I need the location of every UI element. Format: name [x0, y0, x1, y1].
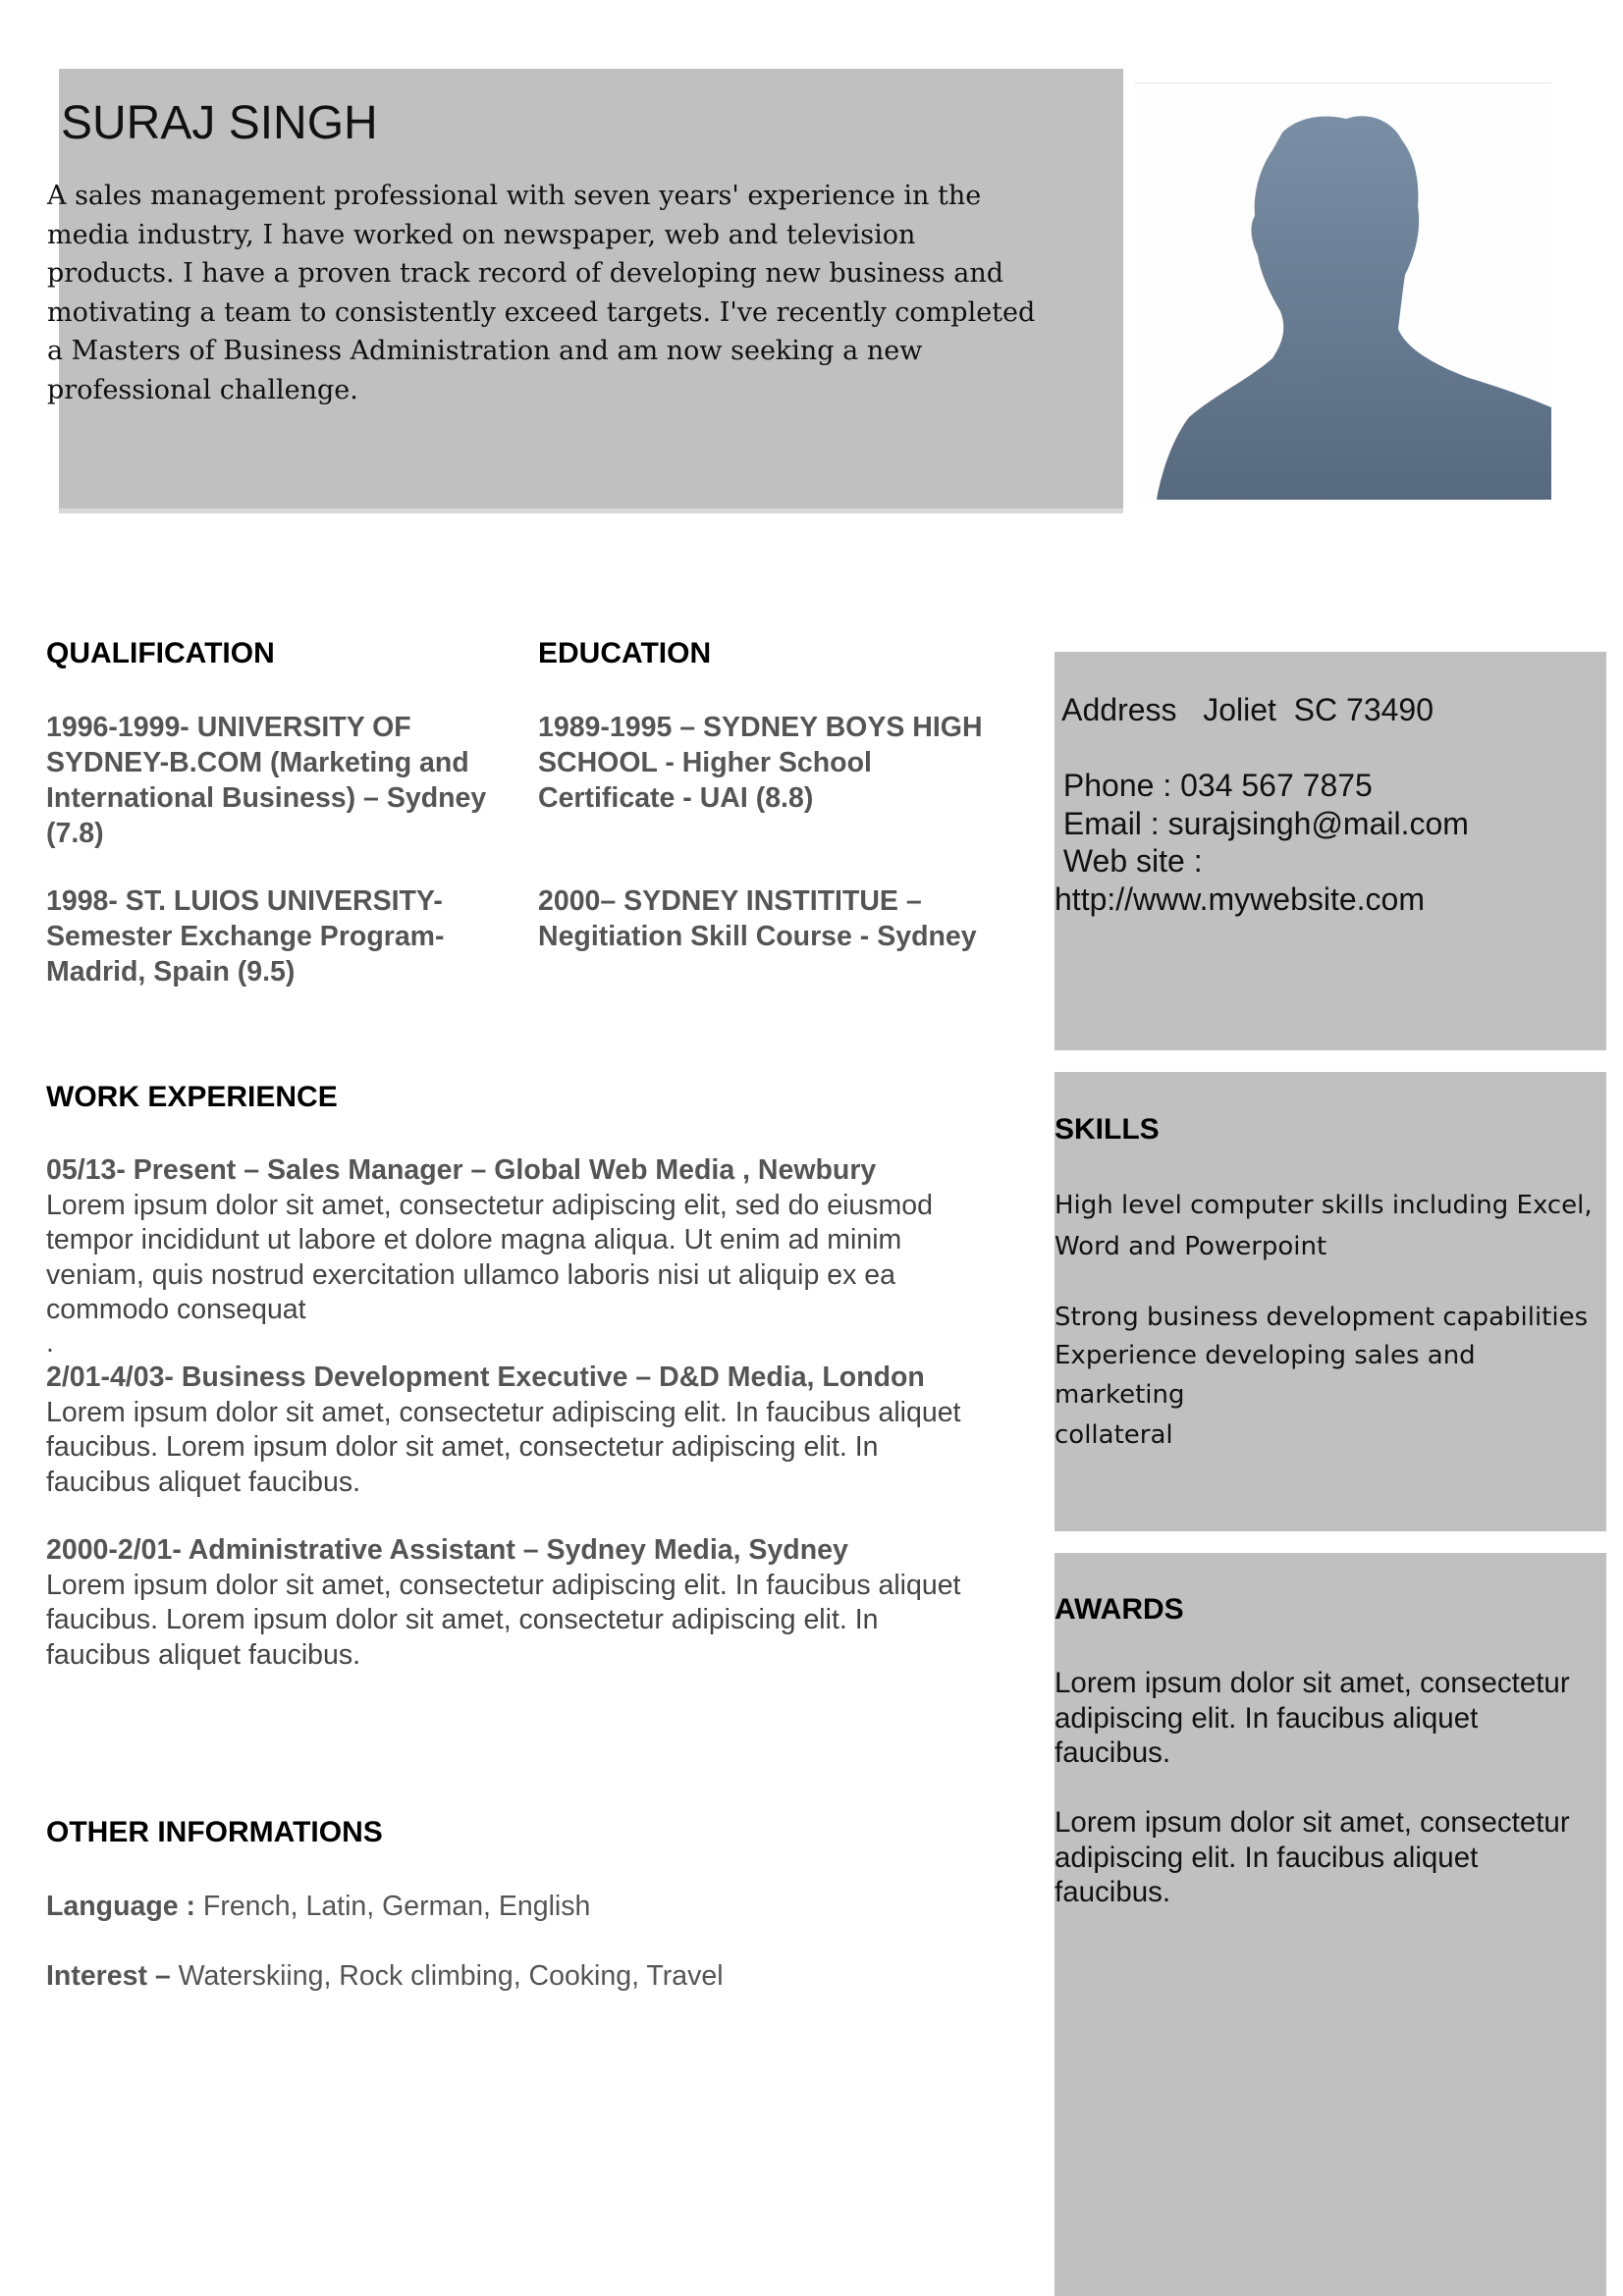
job-description-line: Lorem ipsum dolor sit amet, consectetur adipiscing elit. In faucibus aliquet	[46, 1569, 961, 1601]
qualification-line: International Business) – Sydney	[46, 782, 487, 814]
award-line: Lorem ipsum dolor sit amet, consectetur	[1055, 1806, 1570, 1839]
job-title: 2/01-4/03- Business Development Executive – D&D Media, London	[46, 1362, 925, 1393]
job-description-line: veniam, quis nostrud exercitation ullamco laboris nisi ut aliquip ex ea	[46, 1258, 895, 1291]
skills-heading: SKILLS	[1055, 1113, 1160, 1146]
skills-line: High level computer skills including Excel,	[1055, 1191, 1593, 1220]
award-line: faucibus.	[1055, 1736, 1171, 1769]
award-line: adipiscing elit. In faucibus aliquet	[1055, 1701, 1479, 1735]
job-description-line: .	[46, 1326, 54, 1359]
qualification-line: Semester Exchange Program-	[46, 921, 445, 952]
contact-phone: Phone : 034 567 7875	[1055, 768, 1373, 803]
contact-website: http://www.mywebsite.com	[1055, 881, 1425, 917]
education-heading: EDUCATION	[538, 637, 712, 669]
qualification-line: SYDNEY-B.COM (Marketing and	[46, 747, 469, 778]
summary-line: A sales management professional with seven years' experience in the	[47, 181, 982, 211]
job-description-line: tempor incididunt ut labore et dolore magna aliqua. Ut enim ad minim	[46, 1224, 902, 1255]
work-experience-heading: WORK EXPERIENCE	[46, 1081, 338, 1113]
profile-silhouette-icon	[1135, 83, 1551, 500]
education-line: Negitiation Skill Course - Sydney	[538, 921, 977, 952]
awards-heading: AWARDS	[1055, 1593, 1184, 1626]
interest-value: Waterskiing, Rock climbing, Cooking, Travel	[170, 1960, 724, 1992]
language-label: Language :	[46, 1891, 196, 1922]
job-description-line: commodo consequat	[46, 1294, 306, 1325]
job-description-line: Lorem ipsum dolor sit amet, consectetur adipiscing elit. In faucibus aliquet	[46, 1396, 961, 1428]
qualification-line: 1996-1999- UNIVERSITY OF	[46, 712, 411, 743]
summary-line: a Masters of Business Administration and am now seeking a new	[47, 336, 923, 366]
job-entry	[46, 1361, 1057, 1500]
education-line: SCHOOL - Higher School	[538, 747, 872, 778]
award-paragraph	[1055, 1666, 1604, 1771]
job-entry	[46, 1533, 1057, 1673]
language-row	[46, 1890, 590, 1925]
skills-line: Word and Powerpoint	[1055, 1232, 1327, 1261]
contact-website-label: Web site :	[1055, 843, 1203, 879]
qualification-entry	[46, 883, 537, 989]
interest-row	[46, 1959, 724, 1995]
qualification-line: Madrid, Spain (9.5)	[46, 956, 296, 988]
profile-photo	[1135, 82, 1551, 500]
education-line: 1989-1995 – SYDNEY BOYS HIGH	[538, 712, 983, 743]
skills-line: Strong business development capabilities	[1055, 1303, 1589, 1332]
job-description-line: faucibus. Lorem ipsum dolor sit amet, consectetur adipiscing elit. In	[46, 1431, 879, 1463]
contact-email: Email : surajsingh@mail.com	[1055, 805, 1469, 841]
contact-address: Address Joliet SC 73490	[1055, 692, 1434, 727]
candidate-name: SURAJ SINGH	[61, 97, 378, 149]
contact-details	[1055, 691, 1604, 918]
job-entry	[46, 1153, 1057, 1358]
job-description-line: faucibus aliquet faucibus.	[46, 1466, 361, 1498]
award-line: Lorem ipsum dolor sit amet, consectetur	[1055, 1667, 1570, 1699]
qualification-entry	[46, 710, 537, 851]
summary-line: media industry, I have worked on newspaper, web and television	[47, 219, 916, 250]
skills-list	[1055, 1185, 1604, 1456]
awards-panel	[1055, 1553, 1606, 2296]
award-line: adipiscing elit. In faucibus aliquet	[1055, 1841, 1479, 1874]
other-info-heading: OTHER INFORMATIONS	[46, 1816, 383, 1848]
education-line: Certificate - UAI (8.8)	[538, 782, 814, 814]
job-description-line: Lorem ipsum dolor sit amet, consectetur adipiscing elit, sed do eiusmod	[46, 1189, 933, 1221]
qualification-heading: QUALIFICATION	[46, 637, 275, 669]
skills-line: collateral	[1055, 1420, 1173, 1450]
contact-spacer	[1055, 729, 1604, 768]
education-entry	[538, 710, 1049, 816]
job-title: 05/13- Present – Sales Manager – Global Web Media , Newbury	[46, 1154, 877, 1186]
interest-label: Interest –	[46, 1960, 171, 1992]
job-description-line: faucibus. Lorem ipsum dolor sit amet, consectetur adipiscing elit. In	[46, 1604, 879, 1635]
qualification-line: (7.8)	[46, 818, 104, 849]
qualification-line: 1998- ST. LUIOS UNIVERSITY-	[46, 885, 443, 917]
education-line: 2000– SYDNEY INSTITITUE –	[538, 885, 922, 917]
summary-line: products. I have a proven track record of developing new business and	[47, 258, 1003, 289]
award-line: faucibus.	[1055, 1876, 1171, 1908]
skills-spacer	[1055, 1267, 1604, 1299]
profile-summary	[47, 177, 1078, 409]
job-title: 2000-2/01- Administrative Assistant – Sydney Media, Sydney	[46, 1534, 848, 1566]
education-entry	[538, 883, 1049, 954]
skills-line: Experience developing sales and marketing	[1055, 1341, 1476, 1410]
award-paragraph	[1055, 1805, 1604, 1910]
language-value: French, Latin, German, English	[195, 1891, 591, 1922]
job-description-line: faucibus aliquet faucibus.	[46, 1638, 361, 1671]
summary-line: professional challenge.	[47, 374, 358, 405]
summary-line: motivating a team to consistently exceed targets. I've recently completed	[47, 296, 1036, 328]
